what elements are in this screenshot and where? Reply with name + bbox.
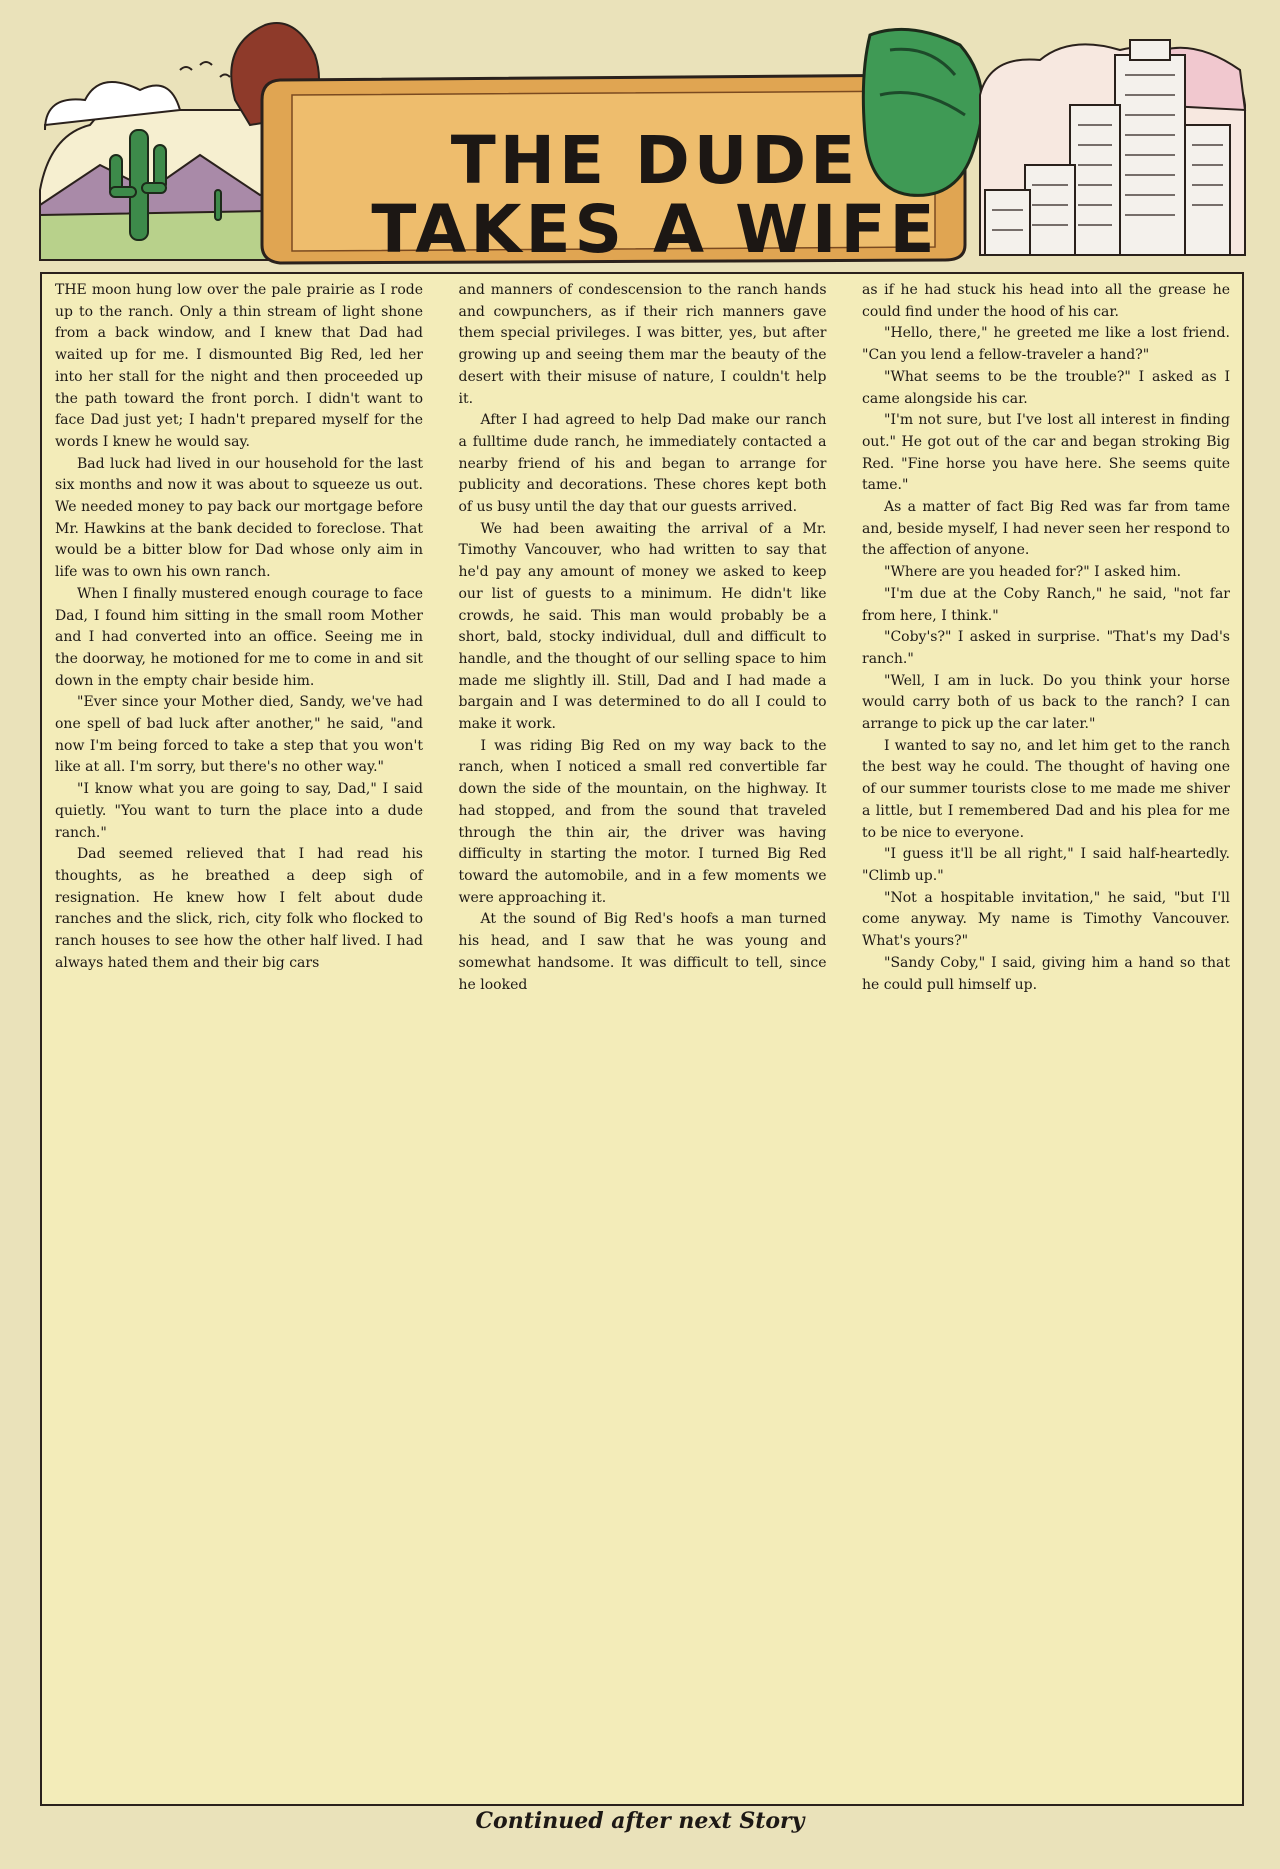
paragraph: "I'm not sure, but I've lost all interest in finding out." He got out of the car and began stroking Big Red. "Fine horse you have here. She seems quite tame." (862, 412, 1230, 494)
paragraph: At the sound of Big Red's hoofs a man turned his head, and I saw that he was young and somewhat handsome. It was difficult to tell, since he looked (458, 911, 827, 993)
paragraph: I was riding Big Red on my way back to the ranch, when I noticed a small red convertible far down the side of the mountain, on the highway. It had stopped, and from the sound that traveled through the thin air, the driver was having difficulty in starting the motor. I turned Big Red toward the automobile, and in a few moments we were approaching it. (458, 737, 827, 906)
title-line-2: TAKES A WIFE (371, 191, 939, 268)
paragraph: "Not a hospitable invitation," he said, "but I'll come anyway. My name is Timothy Vancouver. What's yours?" (862, 889, 1230, 950)
paragraph: "I know what you are going to say, Dad," I said quietly. "You want to turn the place into a dude ranch." (55, 781, 423, 841)
column-2 (459, 280, 827, 1785)
paragraph: "I'm due at the Coby Ranch," he said, "not far from here, I think." (862, 585, 1230, 624)
column-3 (862, 280, 1230, 1785)
paragraph: THE moon hung low over the pale prairie as I rode up to the ranch. Only a thin stream of light shone from a back window, and I knew that Dad had waited up for me. I dismounted Big Red, led her into her stall for the night and then proceeded up the path toward the front porch. I didn't want to face Dad just yet; I hadn't prepared myself for the words I knew he would say. (55, 282, 423, 450)
paragraph: "Ever since your Mother died, Sandy, we've had one spell of bad luck after another," he said, "and now I'm being forced to take a step that you won't like at all. I'm sorry, but there's no other way." (55, 694, 423, 776)
paragraph: "Coby's?" I asked in surprise. "That's my Dad's ranch." (862, 629, 1230, 667)
paragraph: "Hello, there," he greeted me like a lost friend. "Can you lend a fellow-traveler a hand?" (862, 325, 1230, 364)
birds-icon (180, 62, 230, 77)
column-1 (55, 280, 423, 1785)
paragraph: and manners of condescension to the ranch hands and cowpunchers, as if their rich manners gave them special privileges. I was bitter, yes, but after growing up and seeing them mar the beauty of the desert with their misuse of nature, I couldn't help it. (458, 282, 827, 407)
paragraph: Dad seemed relieved that I had read his thoughts, as he breathed a deep sigh of resignation. He knew how I felt about dude ranches and the slick, rich, city folk who flocked to ranch houses to see how the other half lived. I had always hated them and their big cars (55, 846, 423, 971)
paragraph: When I finally mustered enough courage to face Dad, I found him sitting in the small room Mother and I had converted into an office. Seeing me in the doorway, he motioned for me to come in and sit down in the empty chair beside him. (55, 585, 423, 689)
paragraph: "Where are you headed for?" I asked him. (884, 564, 1182, 581)
title-banner (30, 15, 1260, 270)
paragraph: I wanted to say no, and let him get to the ranch the best way he could. The thought of having one of our summer tourists close to me made me shiver a little, but I remembered Dad and his plea for me to be nice to everyone. (862, 737, 1230, 841)
paragraph: After I had agreed to help Dad make our ranch a fulltime dude ranch, he immediately contacted a nearby friend of his and began to arrange for publicity and decorations. These chores kept both of us busy until the day that our guests arrived. (458, 412, 827, 516)
paragraph: "I guess it'll be all right," I said half-heartedly. "Climb up." (862, 846, 1230, 884)
paragraph: "Sandy Coby," I said, giving him a hand so that he could pull himself up. (862, 954, 1230, 993)
story-title (355, 110, 955, 280)
paragraph: We had been awaiting the arrival of a Mr. Timothy Vancouver, who had written to say that he'd pay any amount of money we asked to keep our list of guests to a minimum. He didn't like crowds, he said. This man would probably be a short, bald, stocky individual, dull and difficult to handle, and the thought of our selling space to him made me slightly ill. Still, Dad and I had made a bargain and I was determined to do all I could to make it work. (458, 520, 827, 733)
story-columns (55, 280, 1230, 1785)
title-line-1: THE DUDE (450, 121, 860, 199)
paragraph: As a matter of fact Big Red was far from tame and, beside myself, I had never seen her respond to the affection of anyone. (862, 499, 1230, 559)
paragraph: "What seems to be the trouble?" I asked as I came alongside his car. (862, 368, 1230, 407)
paragraph: "Well, I am in luck. Do you think your horse would carry both of us back to the ranch? I can arrange to pick up the car later." (862, 672, 1230, 733)
paragraph: Bad luck had lived in our household for the last six months and now it was about to squeeze us out. We needed money to pay back our mortgage before Mr. Hawkins at the bank decided to foreclose. That would be a bitter blow for Dad whose only aim in life was to own his own ranch. (55, 455, 423, 581)
continued-note: Continued after next Story (475, 1808, 805, 1834)
paragraph: as if he had stuck his head into all the grease he could find under the hood of his car. (862, 282, 1230, 320)
